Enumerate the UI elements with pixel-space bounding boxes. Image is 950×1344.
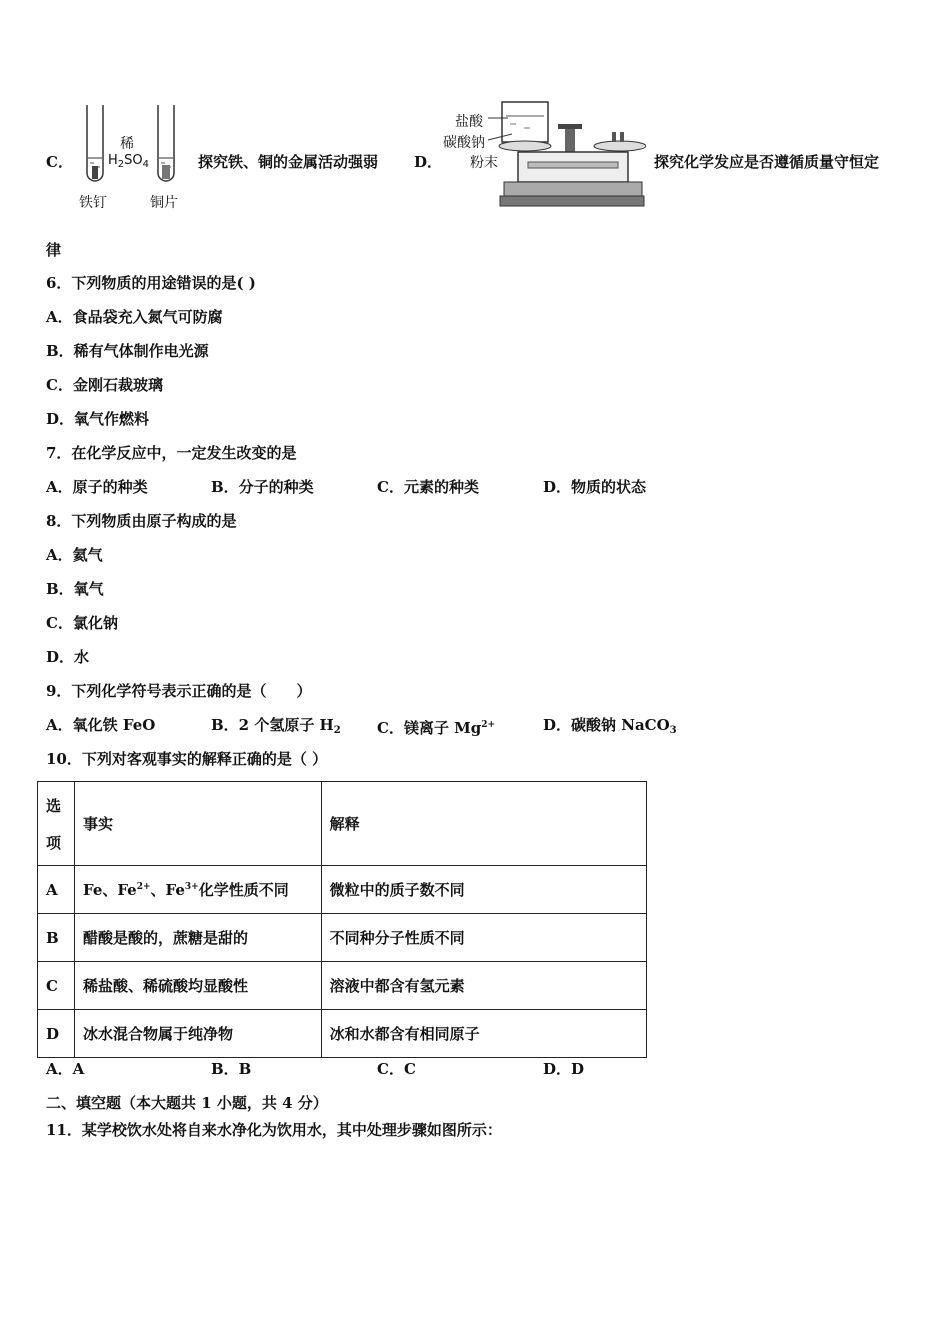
row-explain-cell: 不同种分子性质不同 (321, 914, 646, 962)
row-explain-cell: 冰和水都含有相同原子 (321, 1010, 646, 1058)
row-fact-cell: 稀盐酸、稀硫酸均显酸性 (74, 962, 321, 1010)
q9-option-a: A．氧化铁 FeO (46, 716, 156, 734)
copper-label: 铜片 (150, 195, 178, 211)
option-c-label: C． (46, 153, 73, 171)
question-9-stem: 9．下列化学符号表示正确的是（ ） (46, 682, 312, 700)
option-d-text-cont: 律 (46, 241, 62, 259)
question-10-stem: 10．下列对客观事实的解释正确的是（ ） (46, 750, 328, 768)
q10-option-b: B．B (211, 1060, 252, 1078)
na2co3-label: 碳酸钠 (443, 135, 485, 151)
q10-option-d: D．D (543, 1060, 585, 1078)
table-row (38, 866, 647, 914)
row-fact-cell: Fe、$Fe^{2+}$、$Fe^{3+}$化学性质不同 (74, 866, 321, 914)
row-fact-cell: 冰水混合物属于纯净物 (74, 1010, 321, 1058)
q7-option-a: A．原子的种类 (46, 478, 148, 496)
q9-option-c: C．镁离子 $Mg^{2+}$ (377, 719, 496, 737)
q7-option-c: C．元素的种类 (377, 478, 479, 496)
row-explain-cell: 溶液中都含有氢元素 (321, 962, 646, 1010)
q10-option-a: A．A (46, 1060, 85, 1078)
question-8-stem: 8．下列物质由原子构成的是 (46, 512, 237, 530)
q7-option-d: D．物质的状态 (543, 478, 647, 496)
q6-option-c: C．金刚石裁玻璃 (46, 376, 163, 394)
hcl-label: 盐酸 (455, 114, 483, 130)
row-option-cell: A (38, 866, 75, 914)
option-d-label: D． (414, 153, 443, 171)
question-6-stem: 6．下列物质的用途错误的是( ) (46, 274, 256, 292)
row-fact-cell: 醋酸是酸的，蔗糖是甜的 (74, 914, 321, 962)
q8-option-c: C．氯化钠 (46, 614, 118, 632)
option-c-text: 探究铁、铜的金属活动强弱 (198, 153, 379, 171)
header-fact-cell: 事实 (74, 782, 321, 866)
header-explain-cell: 解释 (321, 782, 646, 866)
q10-option-c: C．C (377, 1060, 416, 1078)
q9-option-d: D．碳酸钠 NaCO$_3$ (543, 716, 677, 736)
row-option-cell: B (38, 914, 75, 962)
q9-option-b: B．2 个氢原子 $H_2$ (211, 716, 341, 736)
row-explain-cell: 微粒中的质子数不同 (321, 866, 646, 914)
section-2-heading: 二、填空题（本大题共 1 小题，共 4 分） (46, 1094, 328, 1112)
question-7-stem: 7．在化学反应中，一定发生改变的是 (46, 444, 297, 462)
q6-option-d: D．氧气作燃料 (46, 410, 150, 428)
table-row (38, 962, 647, 1010)
powder-label: 粉末 (470, 155, 498, 171)
option-d-text: 探究化学发应是否遵循质量守恒定 (654, 153, 880, 171)
q8-option-d: D．水 (46, 648, 90, 666)
header-option-cell: 选 项 (38, 782, 75, 866)
table-row (38, 914, 647, 962)
q8-option-b: B．氧气 (46, 580, 104, 598)
q8-option-a: A．氦气 (46, 546, 103, 564)
question-11-stem: 11．某学校饮水处将自来水净化为饮用水，其中处理步骤如图所示： (46, 1121, 502, 1139)
row-option-cell: D (38, 1010, 75, 1058)
q7-option-b: B．分子的种类 (211, 478, 314, 496)
h2so4-label: $H_2SO_4$ (108, 153, 150, 170)
row-option-cell: C (38, 962, 75, 1010)
table-header-row (38, 782, 647, 866)
q6-option-b: B．稀有气体制作电光源 (46, 342, 209, 360)
fact-explanation-table (37, 781, 647, 1058)
dilute-label: 稀 (120, 136, 134, 152)
q6-option-a: A．食品袋充入氮气可防腐 (46, 308, 223, 326)
iron-nail-label: 铁钉 (79, 195, 107, 211)
table-row (38, 1010, 647, 1058)
